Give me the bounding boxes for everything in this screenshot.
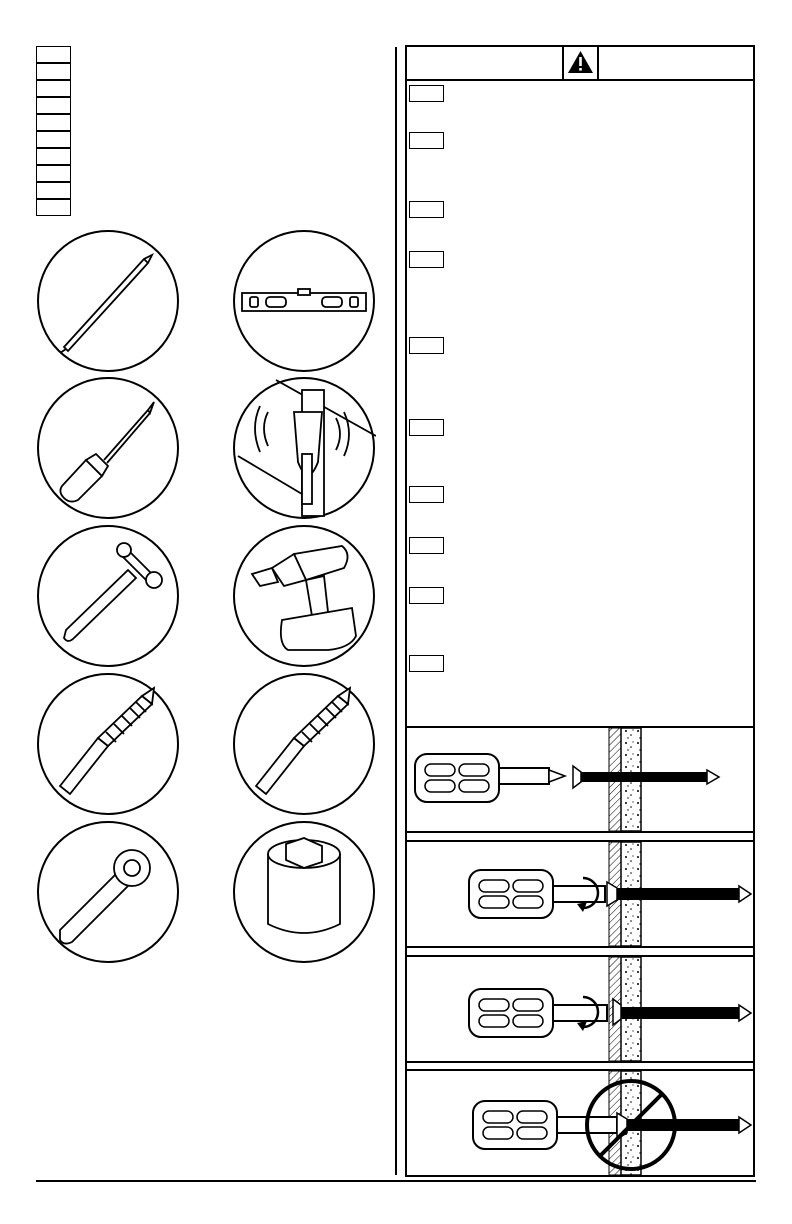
stud-finder-icon: [232, 376, 376, 520]
figure-separator: [405, 831, 755, 833]
warning-step-box: [409, 587, 444, 604]
warning-step-box: [409, 419, 444, 436]
figure-screw-tightened: [407, 957, 753, 1061]
warning-step-box: [409, 486, 444, 503]
figure-screw-tighten: [407, 842, 753, 946]
drill-bit-icon: [232, 672, 376, 816]
hammer-icon: [36, 524, 180, 668]
drill-bit-icon: [36, 672, 180, 816]
warning-triangle-icon: [564, 45, 597, 79]
figure-separator: [405, 1061, 755, 1063]
warning-icon-cell: [562, 45, 599, 81]
pencil-icon: [36, 229, 180, 373]
checklist-box: [36, 148, 71, 165]
checklist-box: [36, 182, 71, 199]
checklist-box: [36, 199, 71, 216]
figure-screw-overtightened: [407, 1071, 753, 1175]
figure-screw-before-insert: [407, 728, 753, 831]
figure-separator: [405, 946, 755, 948]
warning-step-box: [409, 537, 444, 554]
column-divider: [395, 47, 397, 1175]
level-icon: [232, 229, 376, 373]
warning-step-box: [409, 251, 444, 268]
checklist-box: [36, 46, 71, 63]
screwdriver-icon: [36, 376, 180, 520]
drill-icon: [232, 524, 376, 668]
checklist-box: [36, 97, 71, 114]
checklist-box: [36, 63, 71, 80]
checklist-box: [36, 114, 71, 131]
checklist-box: [36, 80, 71, 97]
footer-rule: [36, 1180, 756, 1182]
warning-step-box: [409, 132, 444, 149]
warning-step-box: [409, 337, 444, 354]
socket-icon: [232, 820, 376, 964]
warning-step-box: [409, 85, 444, 102]
checklist-box: [36, 131, 71, 148]
checklist-box: [36, 165, 71, 182]
warning-step-box: [409, 655, 444, 672]
ratchet-icon: [36, 820, 180, 964]
warning-step-box: [409, 201, 444, 218]
